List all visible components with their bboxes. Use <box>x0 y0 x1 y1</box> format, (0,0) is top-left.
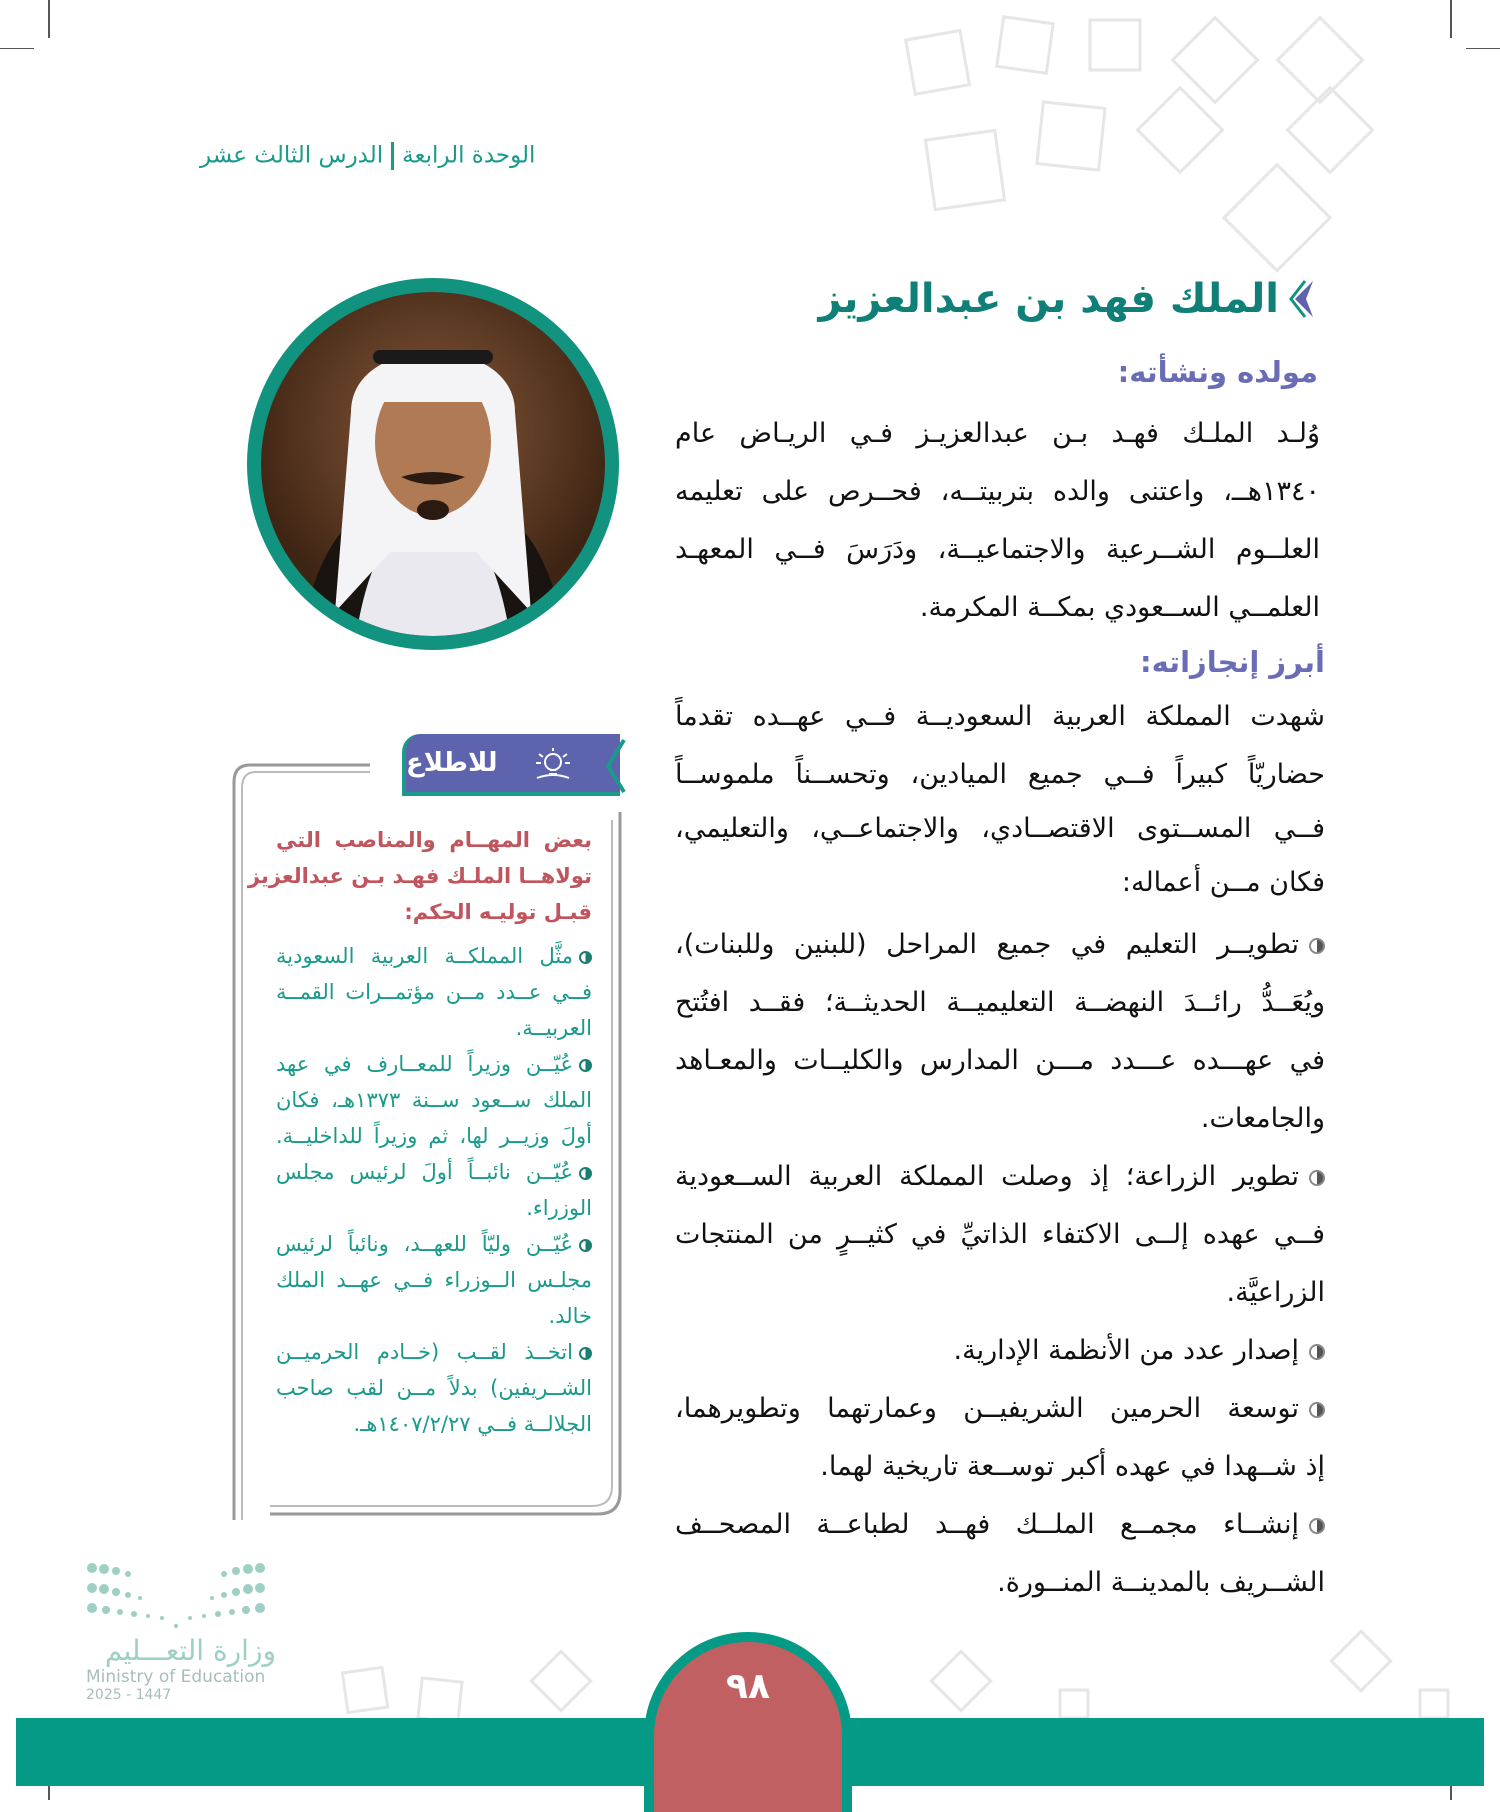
portrait-frame <box>247 278 619 650</box>
text-line: الجلالــة فــي ١٤٠٧/٢/٢٧هـ. <box>353 1412 592 1436</box>
birth-paragraph <box>675 405 1320 637</box>
bullet-icon <box>579 1347 592 1360</box>
chevron-icon <box>1289 279 1315 319</box>
bullet-icon <box>579 1059 592 1072</box>
text-line: الزراعيَّة. <box>1226 1277 1325 1308</box>
info-box-label <box>402 734 620 796</box>
text-line: الملك ســعود ســنة ١٣٧٣هـ، فكان <box>276 1088 592 1112</box>
bullet-icon <box>579 1239 592 1252</box>
achievements-paragraph <box>675 688 1325 1612</box>
unit-label: الوحدة الرابعة <box>402 142 536 169</box>
box-item <box>276 1226 592 1334</box>
section-heading-birth: مولده ونشأته: <box>1117 355 1318 389</box>
text-line: والجامعات. <box>1200 1103 1325 1134</box>
text-line: إذ شــهدا في عهده أكبر توســعة تاريخية لهما. <box>820 1451 1325 1482</box>
box-intro-line: تولاهــا الملـك فهـد بـن عبدالعزيز <box>247 864 592 888</box>
text-line: حضاريّاً كبيراً فــي جميع الميادين، وتحســناً ملموســاً <box>675 759 1325 790</box>
box-item <box>276 938 592 1046</box>
text-line: شهدت المملكة العربية السعوديــة فــي عهــده تقدماً <box>675 701 1325 732</box>
achievement-item <box>675 1380 1325 1496</box>
text-line: العلمــي الســعودي بمكــة المكرمة. <box>919 592 1320 623</box>
box-intro-line: قبـل توليـه الحكم: <box>404 900 592 924</box>
bullet-icon <box>1309 1402 1325 1418</box>
info-box-content <box>247 822 592 1442</box>
text-line: توسعة الحرمين الشريفيــن وعمارتهما وتطويرهما، <box>675 1393 1299 1424</box>
lightbulb-book-icon <box>533 746 573 784</box>
bullet-icon <box>1309 1518 1325 1534</box>
achievement-item <box>675 916 1325 1148</box>
title-text: الملك فهد بن عبدالعزيز <box>818 276 1279 322</box>
portrait-photo <box>261 292 605 636</box>
lesson-label: الدرس الثالث عشر <box>200 142 384 169</box>
breadcrumb <box>200 142 620 170</box>
info-label-text: للاطلاع <box>406 748 498 778</box>
achievement-item <box>675 1496 1325 1612</box>
text-line: مجلـس الــوزراء فــي عهــد الملك <box>276 1268 592 1292</box>
text-line: خالد. <box>548 1304 592 1328</box>
logo-english: Ministry of Education <box>86 1667 266 1687</box>
text-line: تطوير الزراعة؛ إذ وصلت المملكة العربية الســعودية <box>675 1161 1299 1192</box>
text-line: الوزراء. <box>526 1196 592 1220</box>
text-line: مثَّل المملكــة العربية السعودية <box>276 944 573 968</box>
achievement-item <box>675 1322 1325 1380</box>
text-line: ١٣٤٠هــ، واعتنى والده بتربيتــه، فحــرص على تعليمه <box>675 476 1320 507</box>
box-item <box>276 1046 592 1154</box>
text-line: الشــريف بالمدينــة المنــورة. <box>997 1567 1325 1598</box>
ministry-logo <box>86 1560 276 1703</box>
tab-chevron-icon <box>604 736 626 796</box>
achievement-item <box>675 1148 1325 1322</box>
text-line: عُيّــن وليّاً للعهــد، ونائباً لرئيس <box>276 1232 573 1256</box>
text-line: اتخــذ لقــب (خــادم الحرميــن <box>276 1340 573 1364</box>
logo-year: 2025 - 1447 <box>86 1687 172 1703</box>
text-line: فــي المســتوى الاقتصــادي، والاجتماعــي، والتعليمي، <box>675 813 1325 844</box>
text-line: وُلـد الملـك فهـد بـن عبدالعزيـز فـي الريـاض عام <box>675 418 1320 449</box>
logo-arabic: وزارة التعـــليم <box>104 1634 276 1667</box>
text-line: عُيّــن نائبــاً أولَ لرئيس مجلس <box>276 1160 573 1184</box>
bullet-icon <box>1309 1170 1325 1186</box>
section-heading-achievements: أبرز إنجازاته: <box>1140 645 1325 679</box>
text-line: ويُعَــدُّ رائــدَ النهضــة التعليميــة الحديثــة؛ فقــد افتُتح <box>675 987 1325 1018</box>
bullet-icon <box>1309 1344 1325 1360</box>
text-line: إصدار عدد من الأنظمة الإدارية. <box>953 1335 1299 1366</box>
text-line: الشــريفين) بدلاً مــن لقب صاحب <box>276 1376 592 1400</box>
text-line: فكان مــن أعماله: <box>1121 867 1325 898</box>
page-title <box>819 276 1315 322</box>
box-item <box>276 1154 592 1226</box>
text-line: إنشــاء مجمــع الملــك فهــد لطباعــة المصحــف <box>675 1509 1299 1540</box>
text-line: فــي عهده إلــى الاكتفاء الذاتيِّ في كثيــرٍ من المنتجات <box>675 1219 1325 1250</box>
text-line: أولَ وزيــر لها، ثم وزيراً للداخليــة. <box>276 1124 592 1148</box>
text-line: العربيــة. <box>515 1016 592 1040</box>
text-line: العلــوم الشــرعية والاجتماعيــة، ودَرَسَ فــي المعهـد <box>675 534 1320 565</box>
bullet-icon <box>1309 938 1325 954</box>
bullet-icon <box>579 951 592 964</box>
text-line: عُيّــن وزيراً للمعــارف في عهد <box>276 1052 573 1076</box>
box-intro-line: بعض المهــام والمناصب التي <box>276 828 592 852</box>
divider <box>391 142 394 170</box>
page-number: ٩٨ <box>654 1642 842 1812</box>
text-line: في عهـــده عـــدد مـــن المدارس والكليــات والمعـاهد <box>675 1045 1325 1076</box>
text-line: تطويــر التعليم في جميع المراحل (للبنين وللبنات)، <box>675 929 1299 960</box>
bullet-icon <box>579 1167 592 1180</box>
text-line: فــي عــدد مــن مؤتمــرات القمــة <box>276 980 592 1004</box>
logo-dots-icon <box>86 1560 266 1630</box>
box-item <box>276 1334 592 1442</box>
